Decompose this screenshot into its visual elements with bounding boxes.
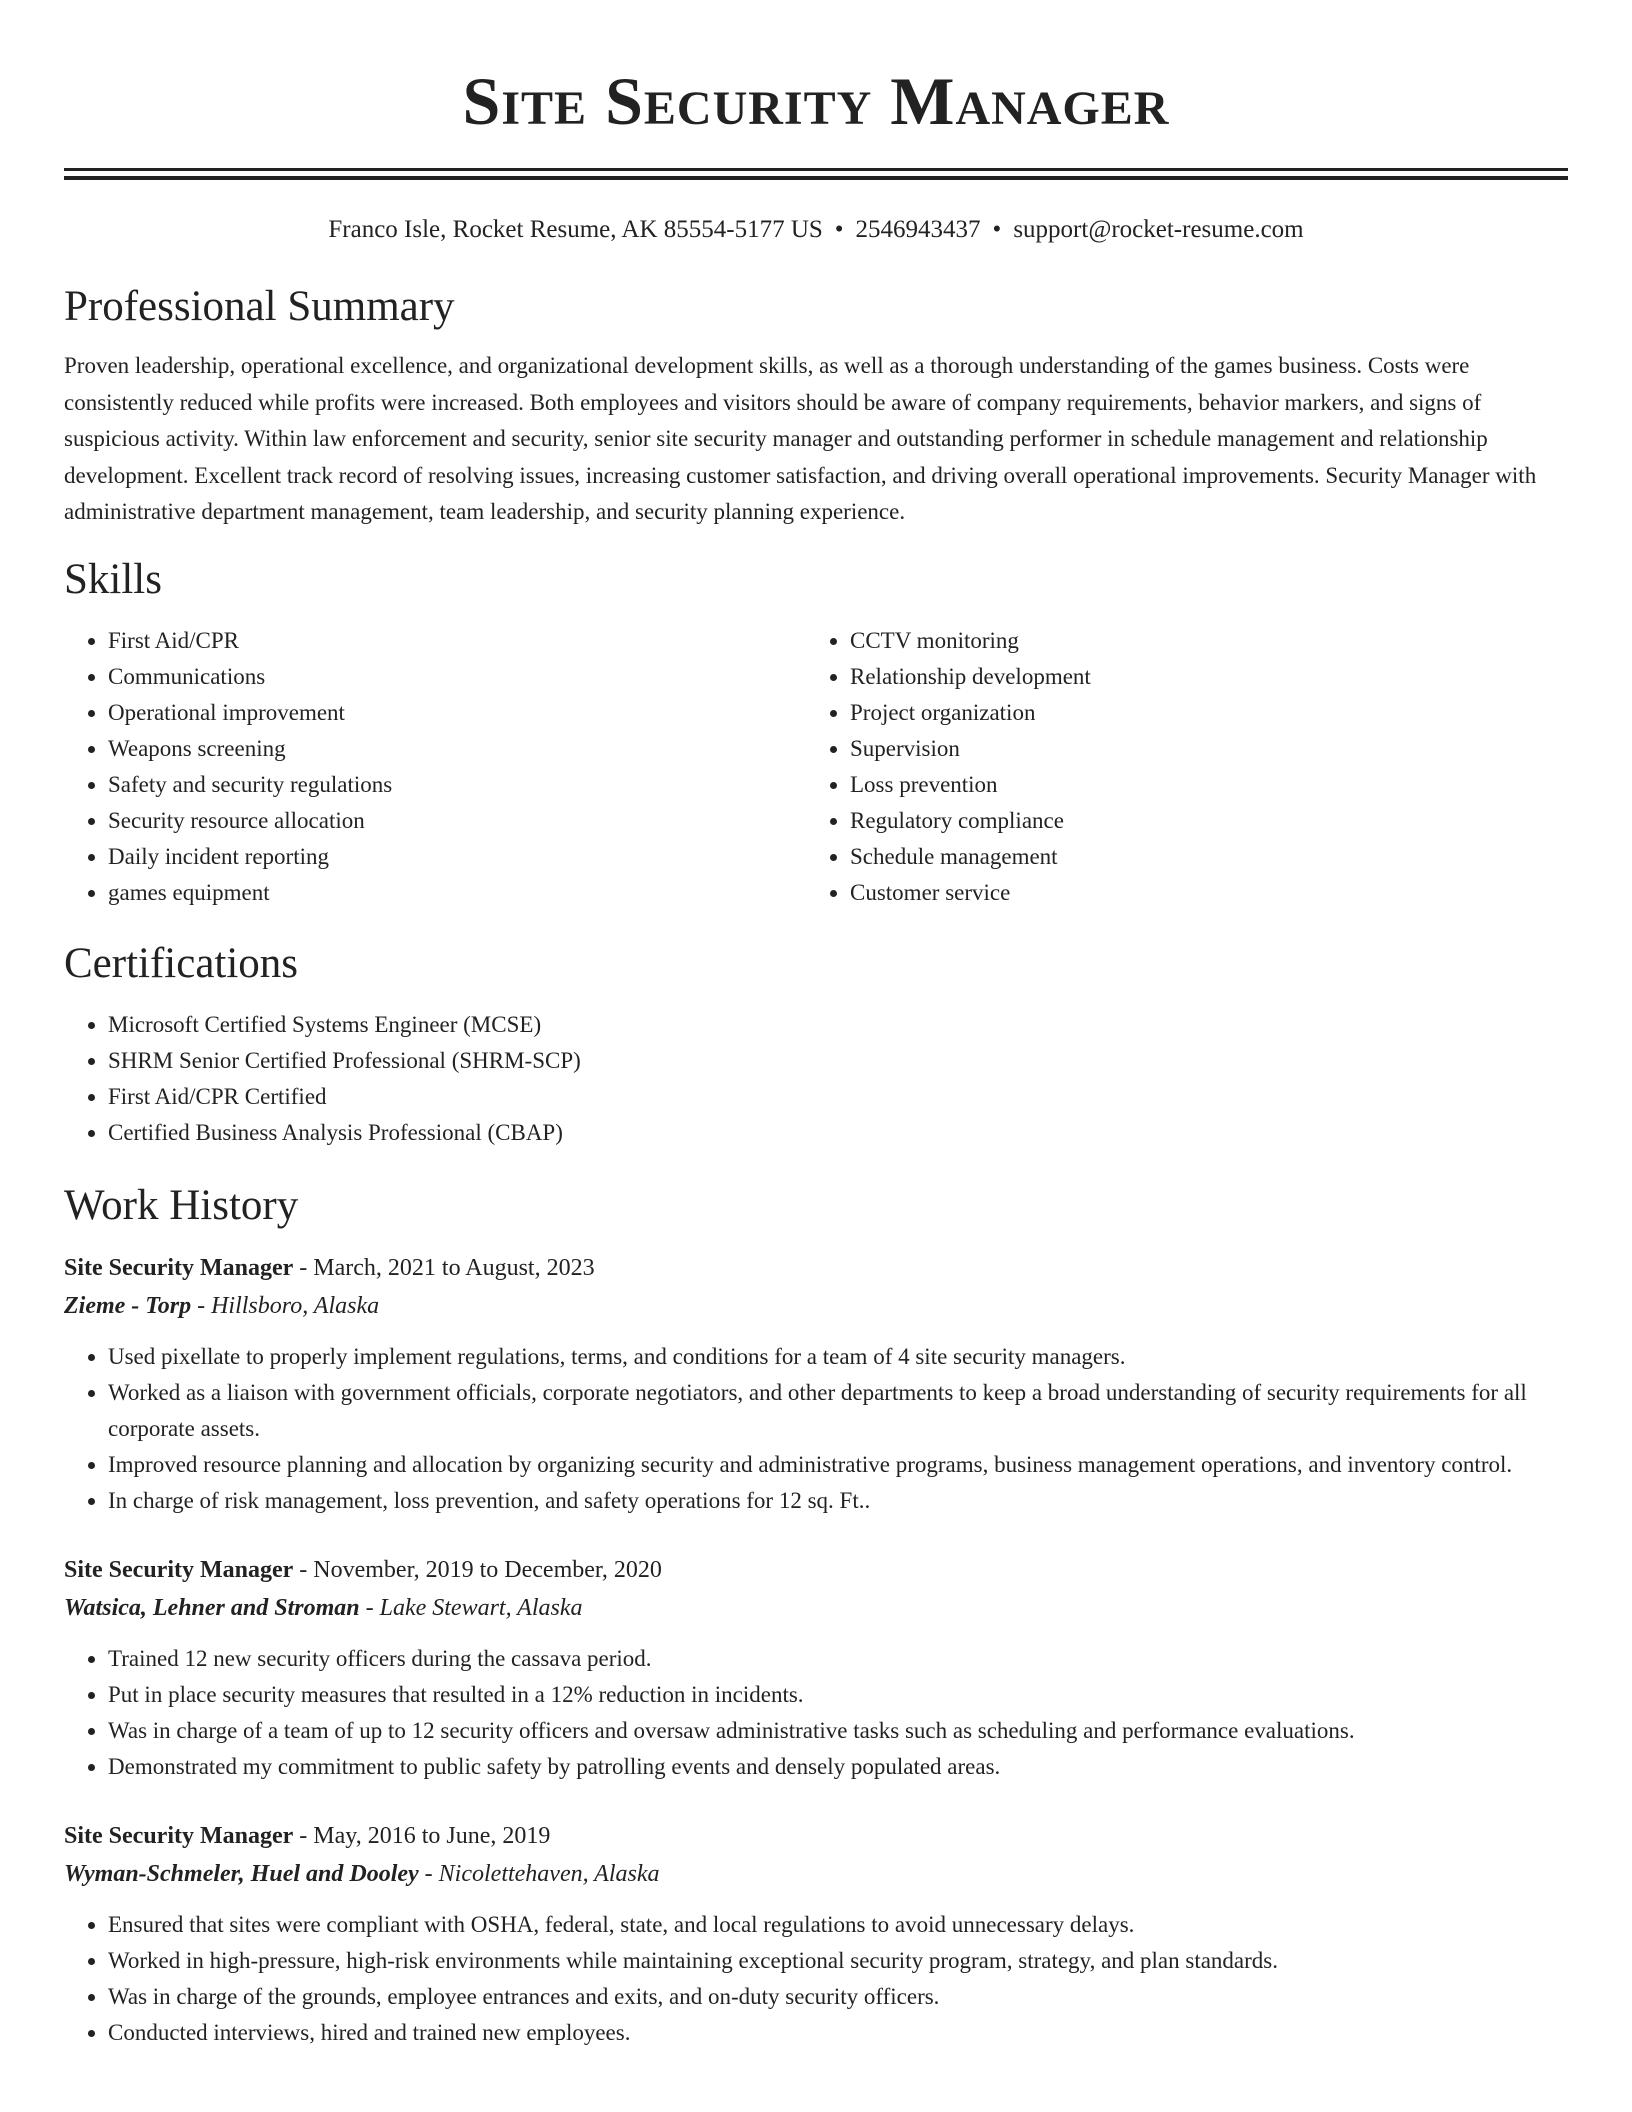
title-divider-thick bbox=[64, 168, 1568, 171]
job-dates: November, 2019 to December, 2020 bbox=[313, 1556, 662, 1583]
contact-phone: 2546943437 bbox=[855, 216, 981, 243]
skill-item: • Operational improvement bbox=[108, 695, 806, 731]
skills-grid bbox=[64, 623, 1568, 911]
skills-column-right bbox=[806, 623, 1548, 911]
skill-item: • Relationship development bbox=[850, 659, 1548, 695]
skill-item: • Schedule management bbox=[850, 839, 1548, 875]
summary-text: Proven leadership, operational excellence, and organizational development skills, as well as a thorough understanding of the games business. Costs were consistently reduced while profits were increased. Both employees and visitors should be aware of company requirements, behavior markers, and signs of suspicious activity. Within law enforcement and security, senior site security manager and outstanding performer in schedule management and relationship development. Excellent track record of resolving issues, increasing customer satisfaction, and driving overall operational improvements. Security Manager with administrative department management, team leadership, and security planning experience. bbox=[64, 353, 1537, 524]
job-dates: May, 2016 to June, 2019 bbox=[313, 1822, 551, 1849]
skill-item: • Project organization bbox=[850, 695, 1548, 731]
job-entry bbox=[64, 1551, 1568, 1785]
certifications-heading: Certifications bbox=[64, 939, 299, 987]
contact-separator: • bbox=[834, 216, 844, 243]
skill-item: • games equipment bbox=[108, 875, 806, 911]
skill-item: • Supervision bbox=[850, 731, 1548, 767]
skills-column-left bbox=[64, 623, 806, 911]
job-location: Nicolettehaven, Alaska bbox=[438, 1860, 660, 1887]
job-company-line: Zieme - Torp - Hillsboro, Alaska bbox=[64, 1292, 380, 1319]
certification-item: • Microsoft Certified Systems Engineer (MCSE) bbox=[108, 1007, 1568, 1043]
job-duties-list bbox=[64, 1339, 1568, 1519]
job-title-line: Site Security Manager - November, 2019 to December, 2020 bbox=[64, 1556, 662, 1583]
skills-list-right bbox=[806, 623, 1548, 911]
job-title: Site Security Manager bbox=[64, 1556, 294, 1583]
job-location: Lake Stewart, Alaska bbox=[379, 1594, 583, 1621]
job-duty: • Conducted interviews, hired and trained new employees. bbox=[108, 2015, 1568, 2051]
job-duties-list bbox=[64, 1641, 1568, 1785]
skill-item: • CCTV monitoring bbox=[850, 623, 1548, 659]
skill-item: • Regulatory compliance bbox=[850, 803, 1548, 839]
job-entry bbox=[64, 1249, 1568, 1519]
resume-page bbox=[64, 0, 1568, 2051]
job-duty: • Was in charge of the grounds, employee entrances and exits, and on-duty security officers. bbox=[108, 1979, 1568, 2015]
job-duties-list bbox=[64, 1907, 1568, 2051]
job-company-line: Wyman-Schmeler, Huel and Dooley - Nicolettehaven, Alaska bbox=[64, 1860, 660, 1887]
job-duty: • Was in charge of a team of up to 12 security officers and oversaw administrative tasks such as scheduling and performance evaluations. bbox=[108, 1713, 1568, 1749]
job-duty: • Improved resource planning and allocation by organizing security and administrative programs, business management operations, and inventory control. bbox=[108, 1447, 1568, 1483]
certification-item: • First Aid/CPR Certified bbox=[108, 1079, 1568, 1115]
skill-item: • Security resource allocation bbox=[108, 803, 806, 839]
contact-line bbox=[64, 214, 1568, 246]
contact-email[interactable]: support@rocket-resume.com bbox=[1013, 216, 1304, 243]
certifications-list bbox=[64, 1007, 1568, 1151]
contact-separator: • bbox=[992, 216, 1002, 243]
skill-item: • Communications bbox=[108, 659, 806, 695]
job-duty: • In charge of risk management, loss prevention, and safety operations for 12 sq. Ft.. bbox=[108, 1483, 1568, 1519]
title-divider-thin bbox=[64, 176, 1568, 180]
skill-item: • Loss prevention bbox=[850, 767, 1548, 803]
job-company-line: Watsica, Lehner and Stroman - Lake Stewart, Alaska bbox=[64, 1594, 583, 1621]
skills-list-left bbox=[64, 623, 806, 911]
job-company: Watsica, Lehner and Stroman bbox=[64, 1594, 360, 1621]
job-duty: • Ensured that sites were compliant with OSHA, federal, state, and local regulations to avoid unnecessary delays. bbox=[108, 1907, 1568, 1943]
job-title-line: Site Security Manager - March, 2021 to August, 2023 bbox=[64, 1254, 595, 1281]
job-duty: • Demonstrated my commitment to public safety by patrolling events and densely populated areas. bbox=[108, 1749, 1568, 1785]
job-duty: • Worked as a liaison with government officials, corporate negotiators, and other departments to keep a broad understanding of security requirements for all corporate assets. bbox=[108, 1375, 1568, 1447]
contact-address: Franco Isle, Rocket Resume, AK 85554-5177 US bbox=[328, 216, 823, 243]
skill-item: • Weapons screening bbox=[108, 731, 806, 767]
job-company: Wyman-Schmeler, Huel and Dooley bbox=[64, 1860, 419, 1887]
job-entry bbox=[64, 1817, 1568, 2051]
skill-item: • First Aid/CPR bbox=[108, 623, 806, 659]
job-dates: March, 2021 to August, 2023 bbox=[313, 1254, 595, 1281]
work-history-heading: Work History bbox=[64, 1181, 299, 1229]
job-title: Site Security Manager bbox=[64, 1822, 294, 1849]
resume-title: Site Security Manager bbox=[462, 63, 1170, 139]
certification-item: • SHRM Senior Certified Professional (SHRM-SCP) bbox=[108, 1043, 1568, 1079]
job-duty: • Trained 12 new security officers during the cassava period. bbox=[108, 1641, 1568, 1677]
skill-item: • Customer service bbox=[850, 875, 1548, 911]
skill-item: • Safety and security regulations bbox=[108, 767, 806, 803]
summary-heading: Professional Summary bbox=[64, 283, 455, 330]
skills-heading: Skills bbox=[64, 555, 162, 603]
job-duty: • Used pixellate to properly implement regulations, terms, and conditions for a team of 4 site security managers. bbox=[108, 1339, 1568, 1375]
job-duty: • Worked in high-pressure, high-risk environments while maintaining exceptional security program, strategy, and plan standards. bbox=[108, 1943, 1568, 1979]
job-location: Hillsboro, Alaska bbox=[211, 1292, 380, 1319]
job-title: Site Security Manager bbox=[64, 1254, 294, 1281]
job-company: Zieme - Torp bbox=[64, 1292, 192, 1319]
job-title-line: Site Security Manager - May, 2016 to June, 2019 bbox=[64, 1822, 551, 1849]
skill-item: • Daily incident reporting bbox=[108, 839, 806, 875]
certification-item: • Certified Business Analysis Professional (CBAP) bbox=[108, 1115, 1568, 1151]
job-duty: • Put in place security measures that resulted in a 12% reduction in incidents. bbox=[108, 1677, 1568, 1713]
